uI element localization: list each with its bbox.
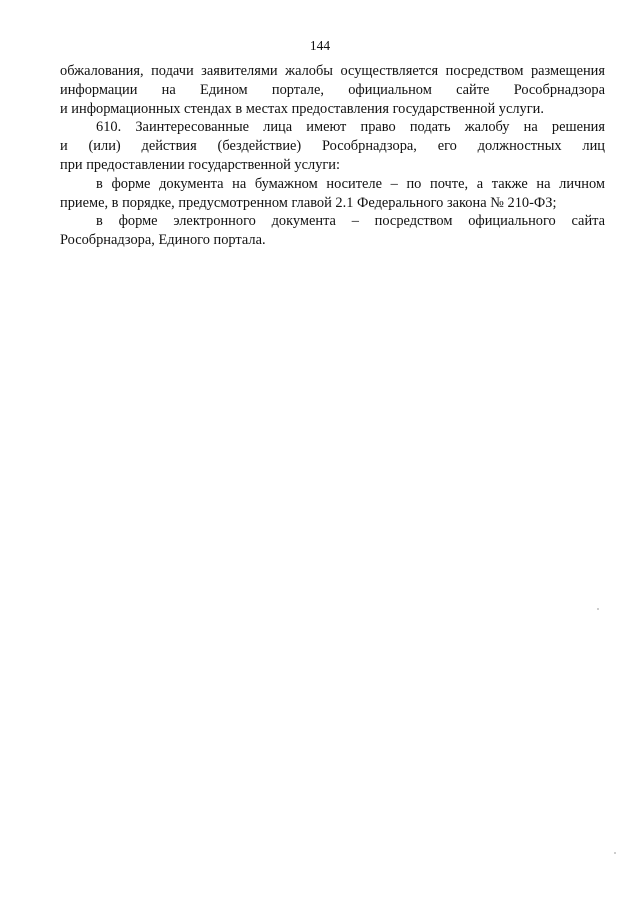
paragraph-line: в форме электронного документа – посредством официального сайта [96, 213, 605, 230]
paragraph-line: обжалования, подачи заявителями жалобы осуществляется посредством размещения [60, 63, 605, 79]
paragraph-line: при предоставлении государственной услуги: [60, 156, 340, 173]
paragraph-paper-form [60, 175, 605, 213]
document-body [60, 62, 605, 250]
paragraph-line: в форме документа на бумажном носителе – по почте, а также на личном [96, 175, 605, 192]
paragraph-line: и информационных стендах в местах предоставления государственной услуги. [60, 100, 544, 117]
paragraph-line: приеме, в порядке, предусмотренном главой 2.1 Федерального закона № 210-ФЗ; [60, 194, 557, 211]
scan-speck [597, 608, 599, 610]
paragraph-appeal-info [60, 62, 605, 118]
paragraph-electronic-form [60, 212, 605, 250]
page-number: 144 [309, 38, 331, 53]
paragraph-line: Рособрнадзора, Единого портала. [60, 232, 266, 249]
paragraph-line: 610. Заинтересованные лица имеют право подать жалобу на решения [96, 119, 605, 136]
paragraph-line: информации на Едином портале, официальном сайте Рособрнадзора [60, 81, 605, 98]
scan-speck [614, 852, 616, 854]
paragraph-610 [60, 118, 605, 174]
paragraph-line: и (или) действия (бездействие) Рособрнадзора, его должностных лиц [60, 138, 605, 155]
